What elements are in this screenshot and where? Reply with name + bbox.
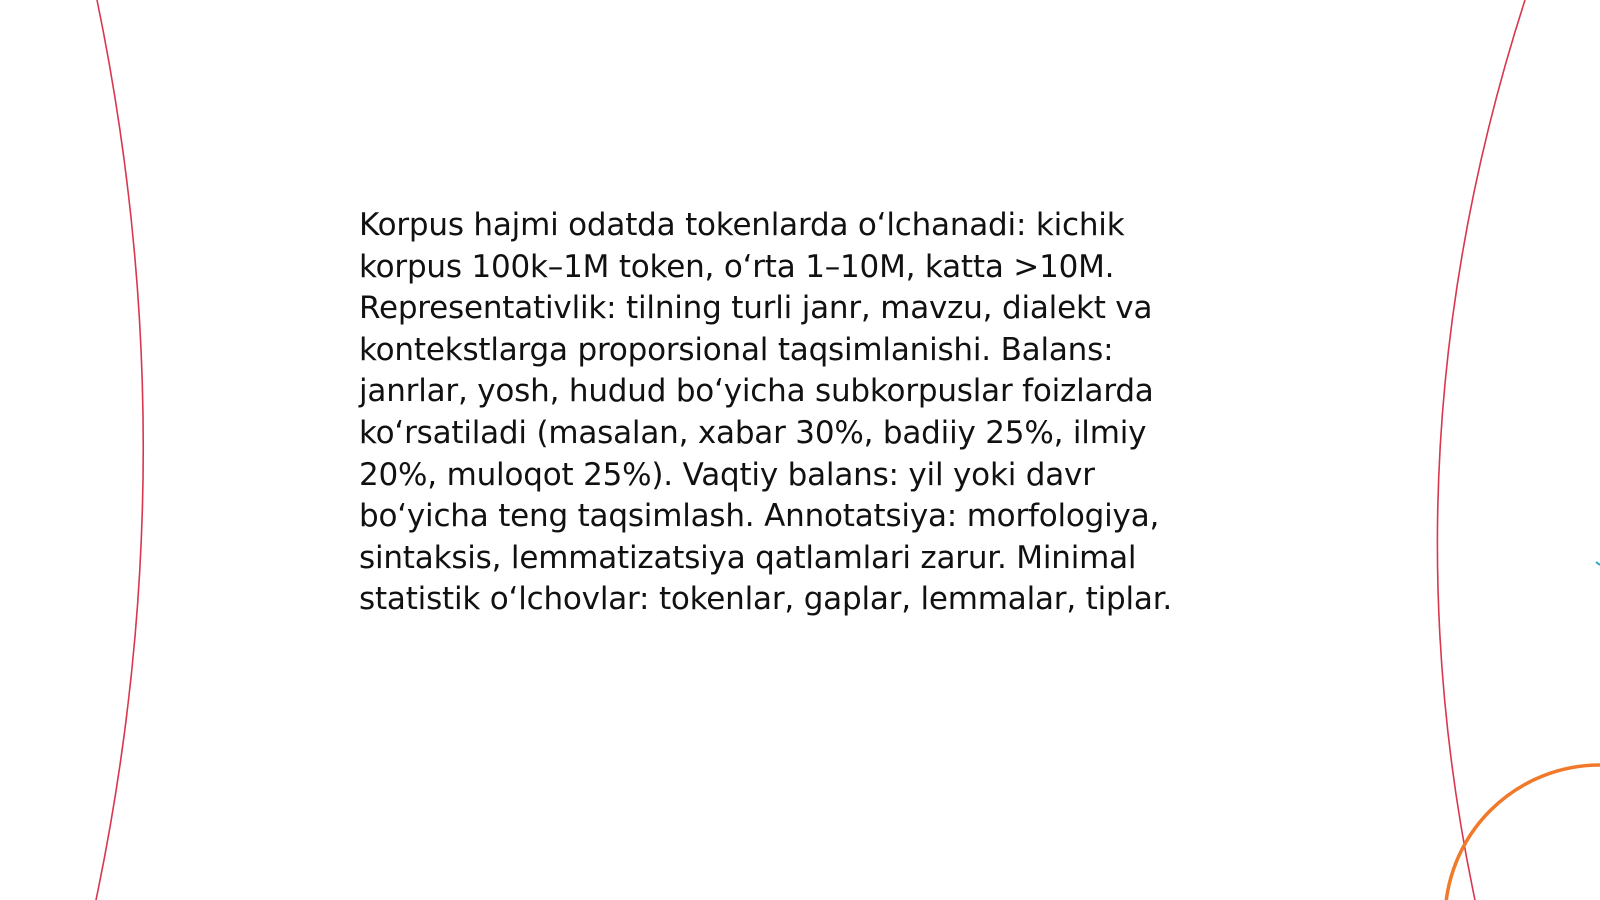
left-curve [96, 0, 143, 900]
slide-body-text: Korpus hajmi odatda tokenlarda o‘lchanadi: kichik korpus 100k–1M token, o‘rta 1–10M, katta >10M. Representativlik: tilning turli janr, mavzu, dialekt va kontekstlarga proporsional taqsimlanishi. Balans: janrlar, yosh, hudud bo‘yicha subkorpuslar foizlarda ko‘rsatiladi (masalan, xabar 30%, badiiy 25%, ilmiy 20%, muloqot 25%). Vaqtiy balans: yil yoki davr bo‘yicha teng taqsimlash. Annotatsiya: morfologiya, sintaksis, lemmatizatsiya qatlamlari zarur. Minimal statistik o‘lchovlar: tokenlar, gaplar, lemmalar, tiplar. [359, 207, 1173, 618]
teal-accent [1596, 562, 1600, 565]
right-curve [1437, 0, 1525, 900]
orange-arc [1445, 765, 1600, 900]
